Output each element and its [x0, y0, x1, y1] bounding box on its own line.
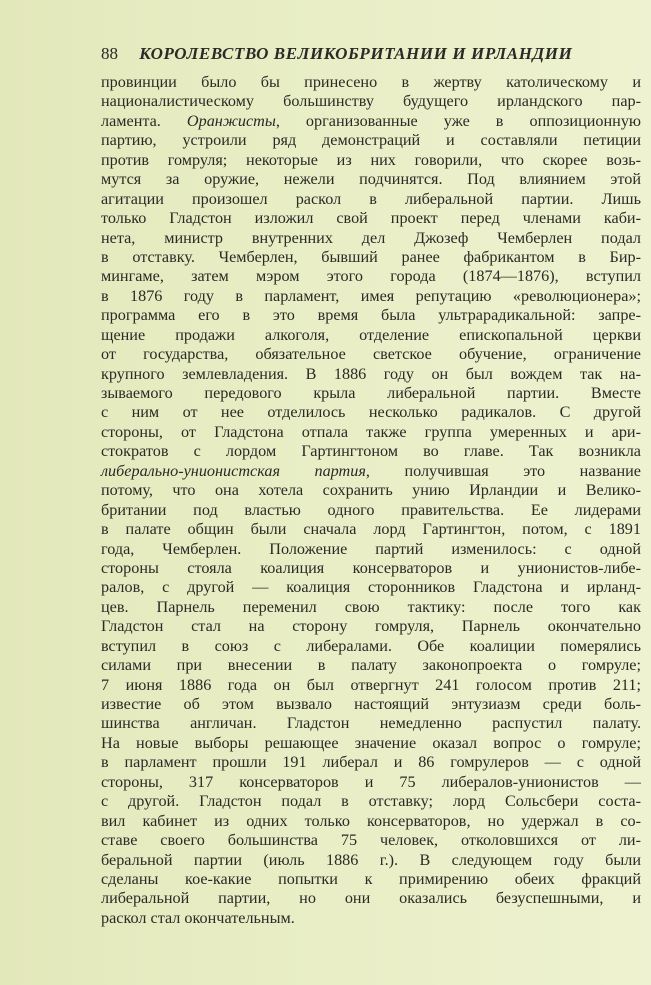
text-segment: мутся за оружие, нежели подчинятся. Под влиянием этой — [101, 170, 641, 189]
text-line — [101, 889, 641, 908]
text-segment: провинции было бы принесено в жертву католическому и — [101, 73, 641, 91]
text-line — [101, 637, 641, 656]
text-line — [101, 656, 641, 675]
text-line — [101, 112, 641, 131]
text-line — [101, 423, 641, 442]
text-segment: против гомруля; некоторые из них говорили, что скорее возь- — [101, 150, 641, 169]
text-line — [101, 753, 641, 772]
text-segment: программа его в это время была ультрарадикальной: запре- — [101, 306, 641, 325]
text-segment: либеральной партии, но они оказались безуспешными, и — [101, 889, 641, 908]
text-segment: ралов, с другой — коалиция сторонников Гладстона и ирланд- — [101, 578, 641, 597]
text-segment: 7 июня 1886 года он был отвергнут 241 голосом против 211; — [101, 675, 641, 694]
text-segment: вступил в союз с либералами. Обе коалиции померялись — [101, 636, 641, 655]
text-segment: в парламент прошли 191 либерал и 86 гомрулеров — с одной — [101, 753, 641, 772]
text-line — [101, 870, 641, 889]
text-segment: цев. Парнель переменил свою тактику: после того как — [101, 597, 641, 616]
text-line — [101, 365, 641, 384]
running-title: КОРОЛЕВСТВО ВЕЛИКОБРИТАНИИ И ИРЛАНДИИ — [139, 44, 573, 63]
text-line — [101, 248, 641, 267]
text-line — [101, 306, 641, 325]
text-segment: Гладстон стал на сторону гомруля, Парнель окончательно — [101, 617, 641, 636]
text-segment: ставе своего большинства 75 человек, отколовшихся от ли- — [101, 831, 641, 850]
text-segment: щение продажи алкоголя, отделение епископальной церкви — [101, 325, 641, 344]
text-segment: крупного землевладения. В 1886 году он был вождем так на- — [101, 364, 641, 383]
text-line — [101, 131, 641, 150]
text-segment: стороны, 317 консерваторов и 75 либералов-унионистов — — [101, 772, 641, 791]
text-segment: партию, устроили ряд демонстраций и составляли петиции — [101, 131, 641, 150]
text-segment: На новые выборы решающее значение оказал вопрос о гомруле; — [101, 733, 641, 752]
text-line — [101, 792, 641, 811]
text-line — [101, 578, 641, 597]
text-line — [101, 73, 641, 92]
text-line — [101, 384, 641, 403]
text-line — [101, 714, 641, 733]
text-segment: в 1876 году в парламент, имея репутацию «революционера»; — [101, 286, 641, 305]
text-segment: нета, министр внутренних дел Джозеф Чемберлен подал — [101, 228, 641, 247]
text-line — [101, 151, 641, 170]
text-line — [101, 209, 641, 228]
text-line — [101, 773, 641, 792]
text-line — [101, 403, 641, 422]
italic-term: Оранжисты — [186, 111, 276, 130]
text-segment: , получившая это название — [365, 461, 641, 480]
text-line — [101, 229, 641, 248]
text-segment: националистическому большинству будущего ирландского пар- — [101, 92, 641, 111]
text-line — [101, 442, 641, 461]
text-segment: от государства, обязательное светское обучение, ограничение — [101, 345, 641, 364]
text-segment: ламента. — [101, 111, 187, 130]
page-number: 88 — [101, 44, 118, 63]
text-line — [101, 598, 641, 617]
text-line — [101, 831, 641, 850]
text-line — [101, 462, 641, 481]
text-segment: беральной партии (июль 1886 г.). В следующем году были — [101, 850, 641, 869]
text-segment: в палате общин были сначала лорд Гартингтон, потом, с 1891 — [101, 520, 641, 539]
text-line — [101, 695, 641, 714]
text-line — [101, 190, 641, 209]
body-text — [101, 73, 641, 928]
text-segment: в отставку. Чемберлен, бывший ранее фабрикантом в Бир- — [101, 247, 641, 266]
text-segment: зываемого передового крыла либеральной партии. Вместе — [101, 384, 641, 402]
text-segment: силами при внесении в палату законопроекта о гомруле; — [101, 656, 641, 675]
text-segment: раскол стал окончательным. — [101, 908, 295, 927]
text-line — [101, 676, 641, 695]
italic-term: либерально-унионистская партия — [101, 461, 366, 480]
text-segment: агитации произошел раскол в либеральной партии. Лишь — [101, 189, 641, 208]
text-segment: с ним от нее отделилось несколько радикалов. С другой — [101, 403, 641, 422]
text-line — [101, 734, 641, 753]
text-line — [101, 501, 641, 520]
text-segment: стократов с лордом Гартингтоном во главе. Так возникла — [101, 442, 641, 461]
text-segment: , организованные уже в оппозиционную — [275, 111, 642, 130]
text-segment: известие об этом вызвало настоящий энтузиазм среди боль- — [101, 695, 641, 713]
text-line — [101, 267, 641, 286]
text-line — [101, 326, 641, 345]
text-line — [101, 287, 641, 306]
text-line — [101, 540, 641, 559]
text-line — [101, 345, 641, 364]
text-line — [101, 92, 641, 111]
text-line — [101, 617, 641, 636]
text-line — [101, 851, 641, 870]
text-segment: вил кабинет из одних только консерваторов, но удержал в со- — [101, 811, 641, 830]
text-segment: британии под властью одного правительства. Ее лидерами — [101, 500, 641, 519]
text-segment: сделаны кое-какие попытки к примирению обеих фракций — [101, 869, 641, 888]
text-line — [101, 170, 641, 189]
text-line — [101, 481, 641, 500]
text-segment: мингаме, затем мэром этого города (1874—1876), вступил — [101, 267, 641, 286]
text-segment: с другой. Гладстон подал в отставку; лорд Сольсбери соста- — [101, 792, 641, 811]
text-segment: стороны стояла коалиция консерваторов и унионистов-либе- — [101, 558, 641, 577]
text-line — [101, 909, 641, 928]
text-line — [101, 520, 641, 539]
text-segment: шинства англичан. Гладстон немедленно распустил палату. — [101, 714, 641, 733]
text-line — [101, 559, 641, 578]
running-header — [101, 44, 646, 64]
text-line — [101, 812, 641, 831]
text-segment: только Гладстон изложил свой проект перед членами каби- — [101, 209, 641, 228]
text-segment: года, Чемберлен. Положение партий изменилось: с одной — [101, 539, 641, 558]
text-segment: стороны, от Гладстона отпала также группа умеренных и ари- — [101, 422, 641, 441]
text-segment: потому, что она хотела сохранить унию Ирландии и Велико- — [101, 481, 641, 500]
